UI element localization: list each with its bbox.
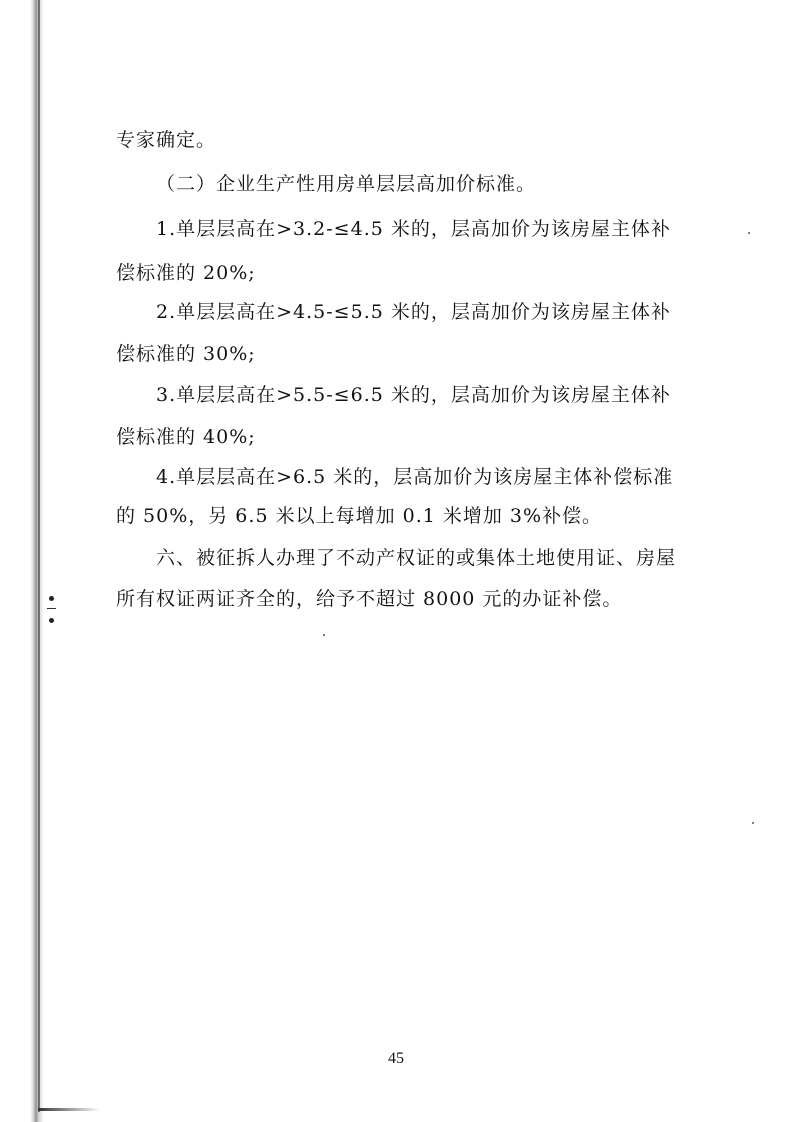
- list-item-1-line-1: 1.单层层高在>3.2-≤4.5 米的，层高加价为该房屋主体补: [156, 218, 671, 240]
- list-item-4-line-1: 4.单层层高在>6.5 米的，层高加价为该房屋主体补偿标准: [156, 466, 674, 488]
- binding-dash-mark: [47, 608, 56, 609]
- scan-speck: [752, 822, 754, 824]
- paragraph-line: 专家确定。: [116, 129, 217, 151]
- clause-six-line-1: 六、被征拆人办理了不动产权证的或集体土地使用证、房屋: [156, 547, 677, 569]
- page-number: 45: [388, 1050, 404, 1067]
- list-item-2-line-2: 偿标准的 30%;: [116, 343, 256, 365]
- scan-speck: [323, 634, 325, 636]
- list-item-2-line-1: 2.单层层高在>4.5-≤5.5 米的，层高加价为该房屋主体补: [156, 301, 671, 323]
- clause-six-line-2: 所有权证两证齐全的，给予不超过 8000 元的办证补偿。: [116, 588, 623, 610]
- binding-edge: [30, 0, 44, 1122]
- list-item-3-line-1: 3.单层层高在>5.5-≤6.5 米的，层高加价为该房屋主体补: [156, 384, 671, 406]
- section-heading: （二）企业生产性用房单层层高加价标准。: [156, 173, 537, 195]
- binding-hole-mark: [49, 618, 54, 623]
- list-item-3-line-2: 偿标准的 40%;: [116, 426, 256, 448]
- list-item-4-line-2: 的 50%，另 6.5 米以上每增加 0.1 米增加 3%补偿。: [116, 505, 603, 527]
- binding-hole-mark: [49, 596, 54, 601]
- scan-speck: [748, 232, 750, 234]
- binding-line: [38, 0, 40, 1112]
- list-item-1-line-2: 偿标准的 20%;: [116, 262, 256, 284]
- binding-foot: [38, 1108, 100, 1111]
